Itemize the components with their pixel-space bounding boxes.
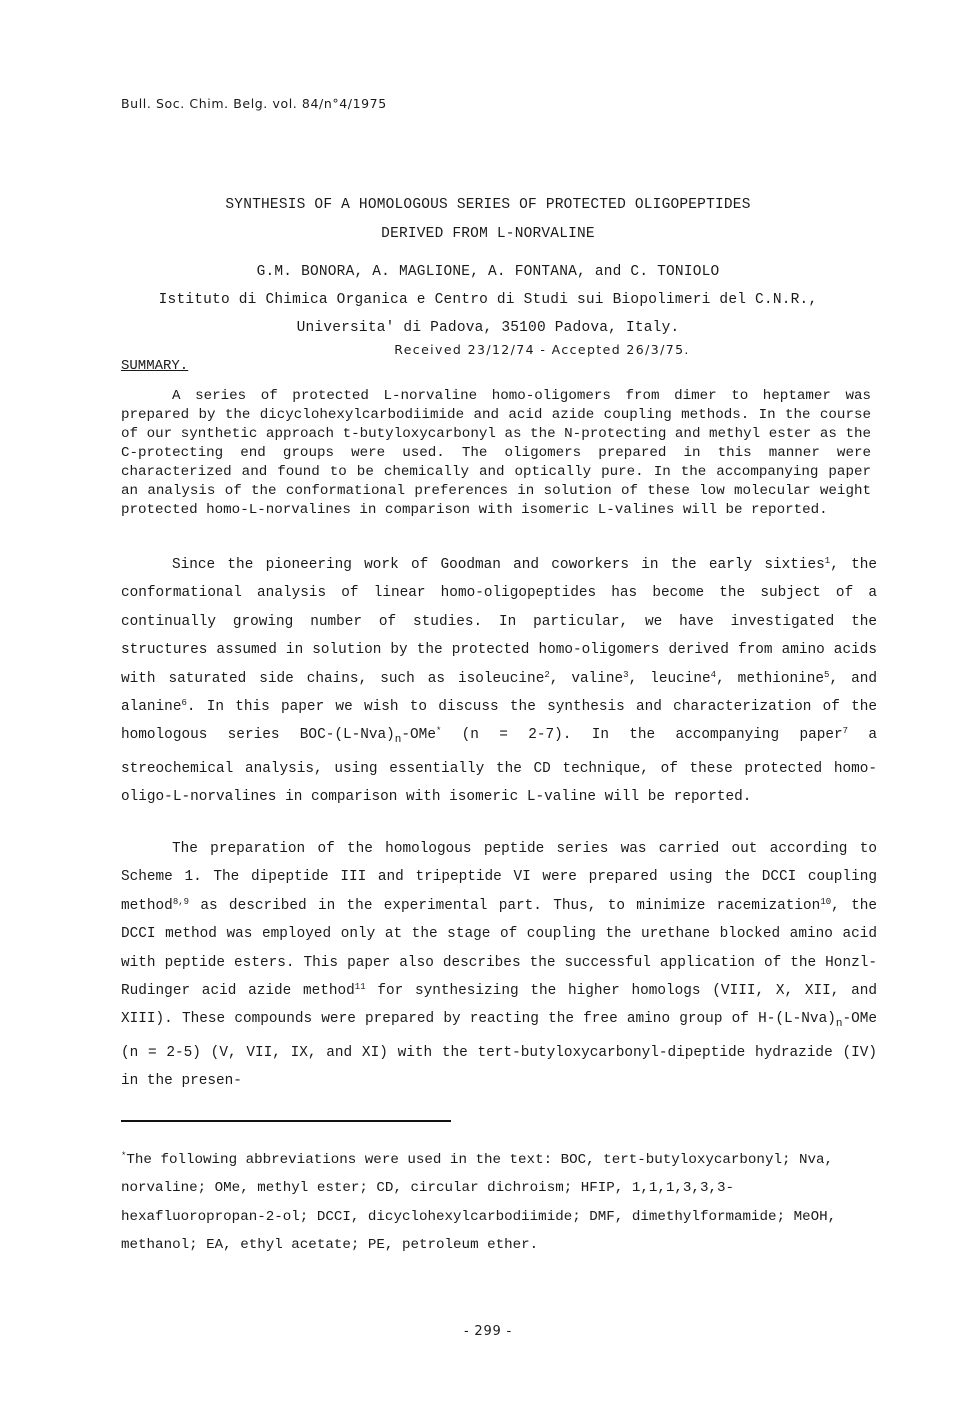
- footnote-star: *: [121, 1151, 127, 1161]
- ref-4: 4: [710, 669, 717, 680]
- footnote-divider: [121, 1120, 451, 1122]
- ref-7: 7: [842, 726, 849, 737]
- ref-8-9: 8,9: [172, 896, 190, 907]
- abstract: [121, 387, 871, 520]
- abstract-text: A series of protected L-norvaline homo-oligomers from dimer to heptamer was prepared by the dicyclohexylcarbodiimide and acid azide coupling methods. In the course of our synthetic approach t-butyloxycarbonyl as the N-protecting and methyl ester as the C-protecting end groups were used. The oligomers prepared in this manner were characterized and found to be chemically and optically pure. In the accompanying paper an analysis of the conformational preferences in solution of these low molecular weight protected homo-L-norvalines in comparison with isomeric L-valines will be reported.: [121, 388, 871, 518]
- title-line-1: SYNTHESIS OF A HOMOLOGOUS SERIES OF PROTECTED OLIGOPEPTIDES: [225, 197, 751, 213]
- ref-3: 3: [623, 669, 629, 680]
- ref-1: 1: [824, 556, 831, 566]
- subscript-n: n: [394, 734, 402, 747]
- title-line-2: DERIVED FROM L-NORVALINE: [381, 226, 595, 242]
- summary-heading: SUMMARY.: [121, 358, 189, 374]
- body-paragraph-2: [121, 835, 877, 1096]
- affiliation-line-1: Istituto di Chimica Organica e Centro di Studi sui Biopolimeri del C.N.R.,: [158, 292, 818, 308]
- ref-10: 10: [820, 896, 832, 907]
- paragraph-2-text: The preparation of the homologous peptide series was carried out according to Scheme 1. The dipeptide III and tripeptide VI were prepared using the DCCI coupling method$^{8,9}$ as described in the experimental part. Thus, to minimize racemization$^{10}$, the DCCI method was employed only at the stage of coupling the urethane blocked amino acid with peptide esters. This paper also describes the successful application of the Honzl-Rudinger acid azide method$^{11}$ for synthesizing the higher homologs (VIII, X, XII, and XIII). These compounds were prepared by reacting the free amino group of $H-(L-Nva)_n$-OMe (n = 2-5) (V, VII, IX, and XI) with the tert-butyloxycarbonyl-dipeptide hydrazide (IV) in the presen-: [121, 841, 877, 1090]
- ref-6: 6: [181, 698, 187, 709]
- affiliation-line-2: Universita' di Padova, 35100 Padova, Italy.: [296, 320, 680, 336]
- ref-11: 11: [354, 982, 366, 993]
- page-number: - 299 -: [463, 1324, 513, 1339]
- ref-5: 5: [824, 669, 830, 680]
- footnote-text: The following abbreviations were used in the text: BOC, tert-butyloxycarbonyl; Nva, norvaline; OMe, methyl ester; CD, circular dichroism; HFIP, 1,1,1,3,3,3-hexafluoropropan-2-ol; DCCI, dicyclohexylcarbodiimide; DMF, dimethylformamide; MeOH, methanol; EA, ethyl acetate; PE, petroleum ether.: [121, 1152, 837, 1254]
- body-paragraph-1: [121, 551, 877, 812]
- subscript-n-2: n: [835, 1018, 843, 1031]
- footnote: [121, 1146, 877, 1260]
- received-dates: Received 23/12/74 - Accepted 26/3/75.: [394, 342, 690, 357]
- author-list: G.M. BONORA, A. MAGLIONE, A. FONTANA, and C. TONIOLO: [256, 264, 720, 280]
- ref-2: 2: [544, 669, 550, 680]
- journal-citation: Bull. Soc. Chim. Belg. vol. 84/n°4/1975: [121, 96, 387, 111]
- footnote-marker: *: [435, 726, 442, 737]
- paragraph-1-text: Since the pioneering work of Goodman and coworkers in the early sixties$^1$, the conformational analysis of linear homo-oligopeptides has become the subject of a continually growing number of studies. In particular, we have investigated the structures assumed in solution by the protected homo-oligomers derived from amino acids with saturated side chains, such as isoleucine$^2$, valine$^3$, leucine$^4$, methionine$^5$, and alanine$^6$. In this paper we wish to discuss the synthesis and characterization of the homologous series BOC-$(L-Nva)_n-OMe^*$ (n = 2-7). In the accompanying paper$^7$ a streochemical analysis, using essentially the CD technique, of these protected homo-oligo-L-norvalines in comparison with isomeric L-valine will be reported.: [121, 556, 877, 806]
